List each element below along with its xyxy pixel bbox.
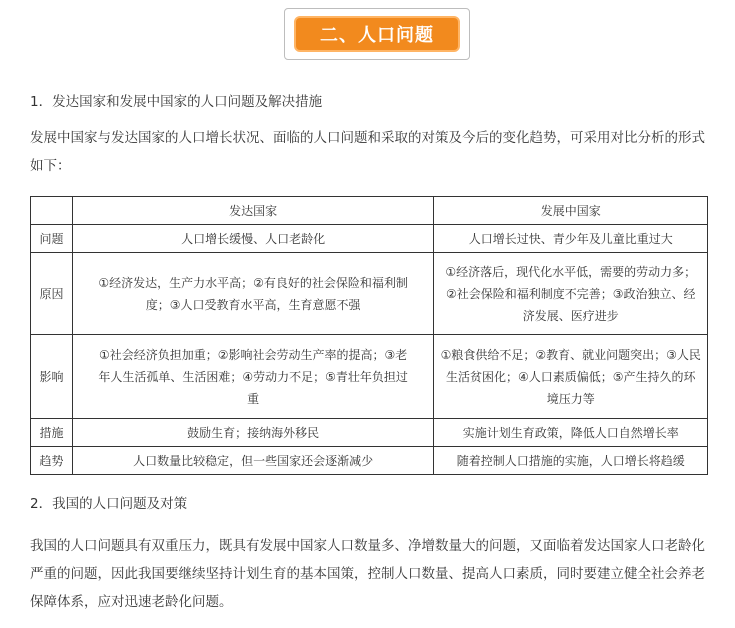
header-corner <box>31 197 73 225</box>
row-label: 措施 <box>31 419 73 447</box>
table-row <box>31 225 708 253</box>
cell-developing: 实施计划生育政策，降低人口自然增长率 <box>434 419 708 447</box>
table-row <box>31 419 708 447</box>
table-row <box>31 447 708 475</box>
section-title: 二、人口问题 <box>294 16 460 52</box>
cell-developed: 鼓励生育；接纳海外移民 <box>72 419 433 447</box>
cell-developed: 人口数量比较稳定，但一些国家还会逐渐减少 <box>72 447 433 475</box>
header-developing: 发展中国家 <box>434 197 708 225</box>
cell-developing: 随着控制人口措施的实施，人口增长将趋缓 <box>434 447 708 475</box>
table-row <box>31 335 708 419</box>
cell-developing: ①粮食供给不足；②教育、就业问题突出；③人民生活贫困化；④人口素质偏低；⑤产生持久的环境压力等 <box>434 335 708 419</box>
table-header-row <box>31 197 708 225</box>
cell-developed: 人口增长缓慢、人口老龄化 <box>72 225 433 253</box>
header-developed: 发达国家 <box>72 197 433 225</box>
row-label: 原因 <box>31 253 73 335</box>
cell-developing: 人口增长过快、青少年及儿童比重过大 <box>434 225 708 253</box>
section1-heading: 1．发达国家和发展中国家的人口问题及解决措施 <box>30 94 323 110</box>
row-label: 影响 <box>31 335 73 419</box>
cell-developed: ①社会经济负担加重；②影响社会劳动生产率的提高；③老年人生活孤单、生活困难；④劳动力不足；⑤青壮年负担过重 <box>72 335 433 419</box>
row-label: 问题 <box>31 225 73 253</box>
section-banner <box>284 8 470 60</box>
cell-developed: ①经济发达，生产力水平高；②有良好的社会保险和福利制度；③人口受教育水平高，生育意愿不强 <box>72 253 433 335</box>
cell-developing: ①经济落后，现代化水平低，需要的劳动力多；②社会保险和福利制度不完善；③政治独立、经济发展、医疗进步 <box>434 253 708 335</box>
section1-intro: 发展中国家与发达国家的人口增长状况、面临的人口问题和采取的对策及今后的变化趋势，可采用对比分析的形式如下： <box>30 130 705 174</box>
comparison-table <box>30 196 708 475</box>
row-label: 趋势 <box>31 447 73 475</box>
section2-body: 我国的人口问题具有双重压力，既具有发展中国家人口数量多、净增数量大的问题，又面临着发达国家人口老龄化严重的问题，因此我国要继续坚持计划生育的基本国策，控制人口数量、提高人口素质，同时要建立健全社会养老保障体系，应对迅速老龄化问题。 <box>30 538 705 610</box>
section2-heading: 2．我国的人口问题及对策 <box>30 496 188 512</box>
table-row <box>31 253 708 335</box>
